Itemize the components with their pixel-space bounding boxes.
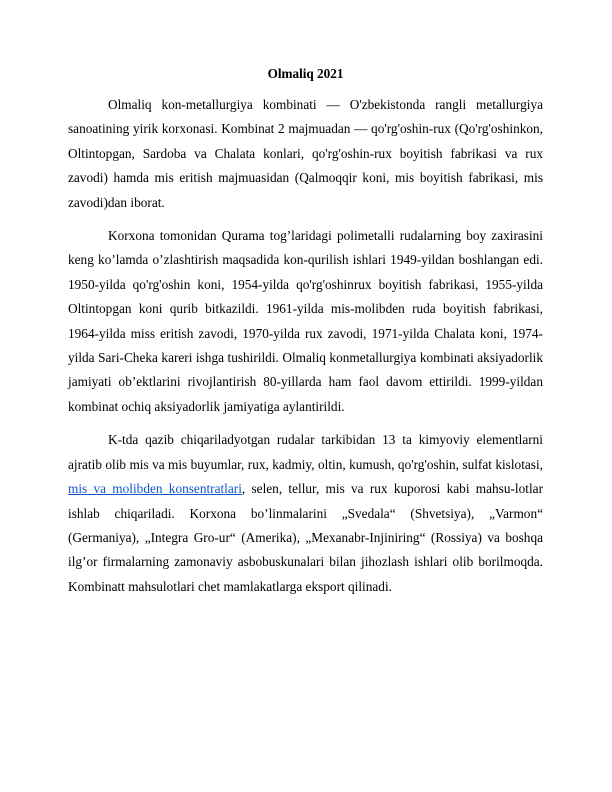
paragraph-3-text-before: K-tda qazib chiqariladyotgan rudalar tarkibidan 13 ta kimyoviy elementlarni ajratib olib mis va mis buyumlar, rux, kadmiy, oltin, kumush, qo'rg'oshin, sulfat kislotasi,	[68, 432, 543, 472]
paragraph-2: Korxona tomonidan Qurama tog’laridagi polimetalli rudalarning boy zaxirasini keng ko’lamda o’zlashtirish maqsadida kon-qurilish ishlari 1949-yildan boshlangan edi. 1950-yilda qo'rg'oshin koni, 1954-yilda qo'rg'oshinrux boyitish fabrikasi, 1955-yilda Oltintopgan koni qurib bitkazildi. 1961-yilda mis-molibden ruda boyitish fabrikasi, 1964-yilda miss eritish zavodi, 1970-yilda rux zavodi, 1971-yilda Chalata koni, 1974-yilda Sari-Cheka kareri ishga tushirildi. Olmaliq konmetallurgiya kombinati aksiyadorlik jamiyati ob’ektlarini rivojlantirish 80-yillarda ham faol davom ettirildi. 1999-yildan kombinat ochiq aksiyadorlik jamiyatiga aylantirildi.	[68, 228, 543, 414]
paragraph-1: Olmaliq kon-metallurgiya kombinati — O'zbekistonda rangli metallurgiya sanoatining yirik korxonasi. Kombinat 2 majmuadan — qo'rg'oshin-rux (Qo'rg'oshinkon, Oltintopgan, Sardoba va Chalata konlari, qo'rg'oshin-rux boyitish fabrikasi va rux zavodi) hamda mis eritish majmuasidan (Qalmoqqir koni, mis boyitish fabrikasi, mis zavodi)dan iborat.	[68, 97, 543, 210]
paragraph-3-text-after: , selen, tellur, mis va rux kuporosi kabi mahsu-lotlar ishlab chiqariladi. Korxona bo’linmalarini „Svedala“ (Shvetsiya), „Varmon“ (Germaniya), „Integra Gro-ur“ (Amerika), „Mexanabr-Injiniring“ (Rossiya) va boshqa ilg’or firmalarning zamonaviy asbobuskunalari bilan jihozlash ishlari olib borilmoqda. Kombinatt mahsulotlari chet mamlakatlarga eksport qilinadi.	[68, 481, 543, 594]
paragraph-3	[68, 428, 543, 599]
document-page	[68, 64, 543, 608]
document-title: Olmaliq 2021	[267, 66, 344, 81]
concentrates-link[interactable]: mis va molibden konsentratlari	[68, 481, 242, 497]
